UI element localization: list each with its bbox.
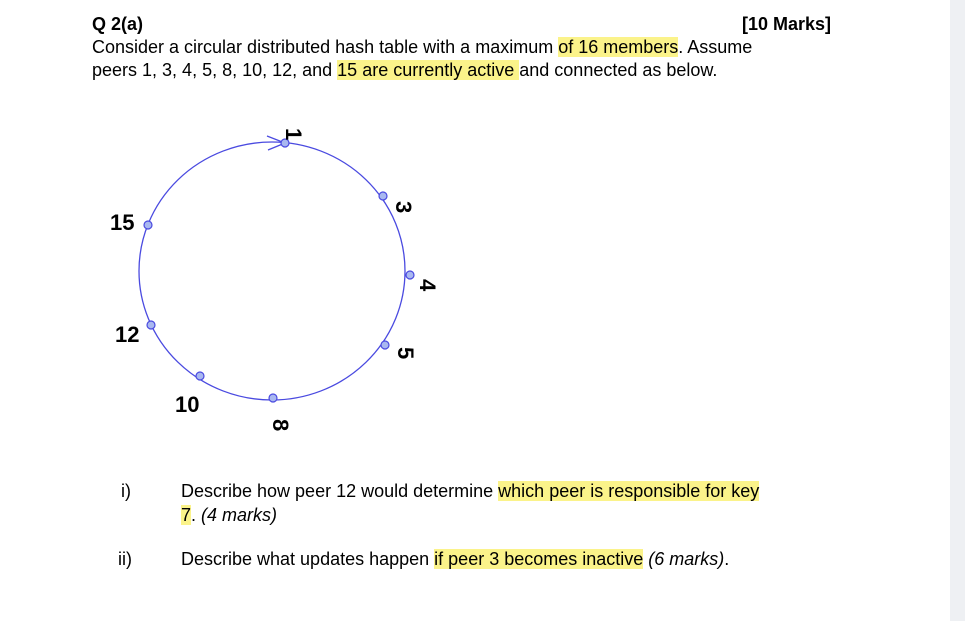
part-text: . (724, 549, 730, 569)
question-text: Consider a circular distributed hash table with a maximum (92, 37, 559, 57)
part-i-line-1 (181, 481, 759, 502)
highlight-text: of 16 members (558, 37, 679, 57)
part-marks: (6 marks) (648, 549, 725, 569)
part-number: ii) (118, 549, 132, 569)
part-text: Describe what updates happen (181, 549, 435, 569)
part-marks: (4 marks) (201, 505, 278, 525)
peer-label-5: 5 (393, 347, 418, 360)
peer-label-15: 15 (110, 210, 135, 235)
question-text: and connected as below. (519, 60, 718, 80)
highlight-text: which peer is responsible for key (498, 481, 760, 501)
question-text: peers 1, 3, 4, 5, 8, 10, 12, and (92, 60, 338, 80)
peer-label-3: 3 (391, 201, 416, 214)
peer-node-12 (147, 321, 155, 329)
peer-node-15 (144, 221, 152, 229)
peer-label-12: 12 (115, 322, 140, 347)
question-text: . Assume (678, 37, 753, 57)
peer-node-4 (406, 271, 414, 279)
part-ii-line-1 (181, 549, 729, 570)
peer-node-3 (379, 192, 387, 200)
highlight-text: 7 (181, 505, 192, 525)
peer-label-4: 4 (415, 279, 440, 292)
part-text: Describe how peer 12 would determine (181, 481, 499, 501)
question-title: Q 2(a) (92, 14, 144, 34)
peer-label-8: 8 (268, 419, 293, 432)
peer-label-1: 1 (281, 128, 306, 141)
part-i-line-2 (181, 505, 277, 526)
question-marks: [10 Marks] (742, 14, 832, 34)
peer-node-10 (196, 372, 204, 380)
peer-node-5 (381, 341, 389, 349)
peer-node-8 (269, 394, 277, 402)
highlight-text: 15 are currently active (337, 60, 520, 80)
part-number: i) (121, 481, 131, 501)
highlight-text: if peer 3 becomes inactive (434, 549, 644, 569)
part-text: . (191, 505, 202, 525)
ring-circle (139, 142, 405, 400)
peer-label-10: 10 (175, 392, 200, 417)
